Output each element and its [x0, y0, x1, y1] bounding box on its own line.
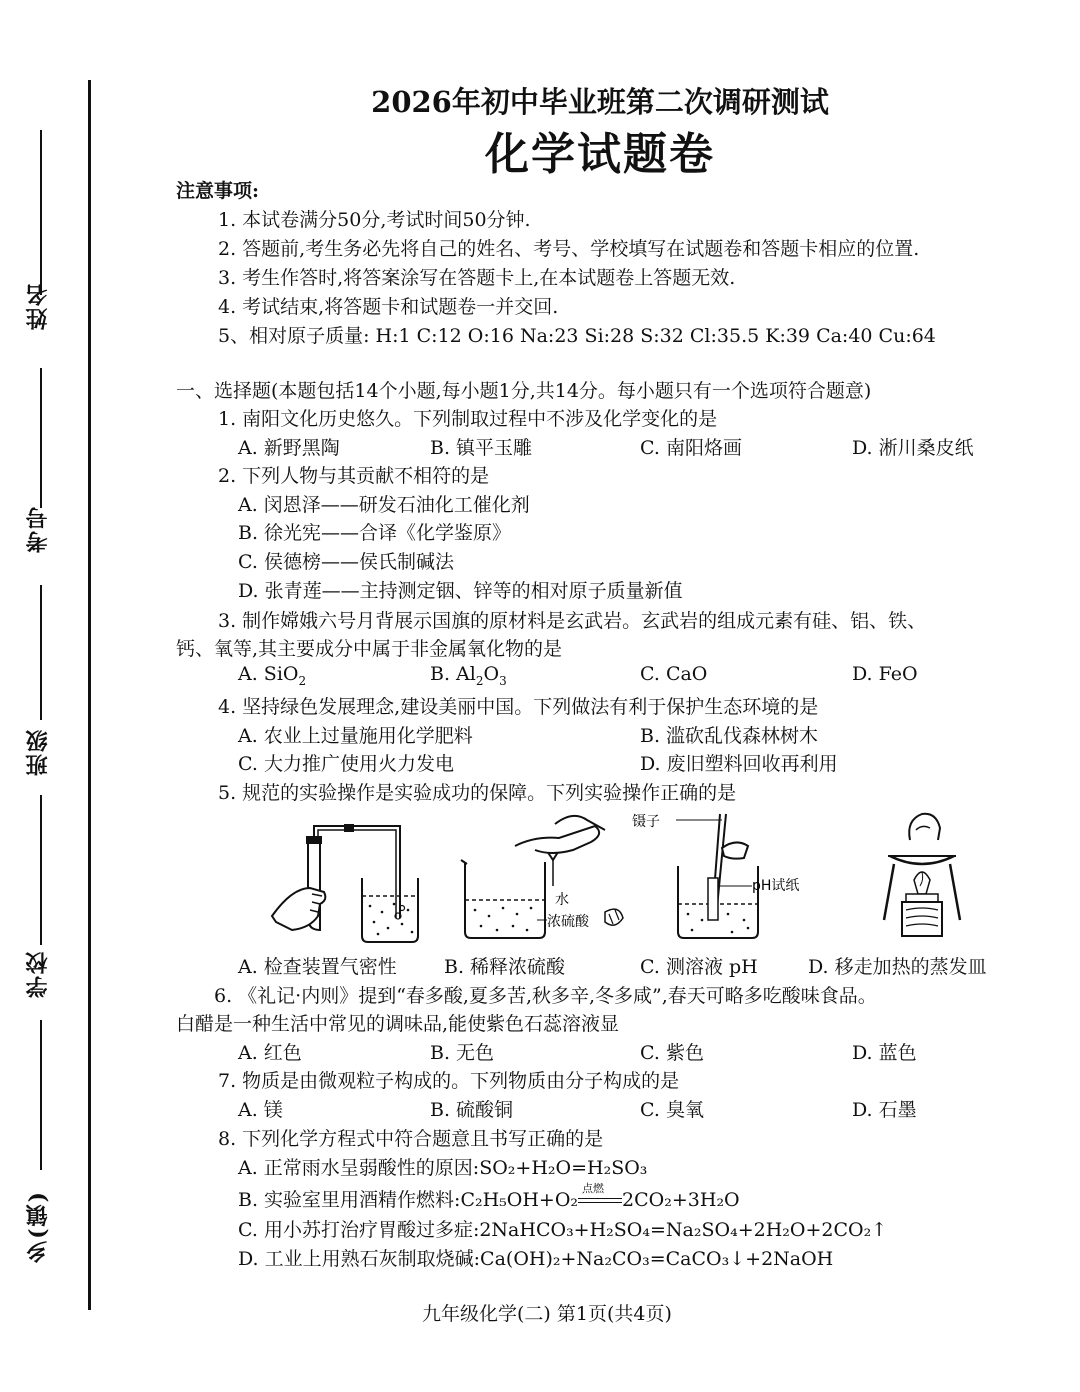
- binding-line: [88, 80, 91, 1310]
- q4-stem: 4. 坚持绿色发展理念,建设美丽中国。下列做法有利于保护生态环境的是: [218, 696, 819, 718]
- q8-option-d: D. 工业上用熟石灰制取烧碱:Ca(OH)₂+Na₂CO₃=CaCO₃↓+2NaOH: [238, 1248, 834, 1270]
- q6-option-c: C. 紫色: [640, 1042, 704, 1064]
- q3-stem-line1: 3. 制作嫦娥六号月背展示国旗的原材料是玄武岩。玄武岩的组成元素有硅、铝、铁、: [218, 610, 927, 632]
- notice-item-5: 5、相对原子质量: H:1 C:12 O:16 Na:23 Si:28 S:32 Cl:35.5 K:39 Ca:40 Cu:64: [218, 325, 936, 347]
- q7-option-c: C. 臭氧: [640, 1099, 704, 1121]
- q5-option-d: D. 移走加热的蒸发皿: [808, 956, 987, 978]
- q6-option-a: A. 红色: [238, 1042, 302, 1064]
- q8-option-b: B. 实验室里用酒精作燃料:C₂H₅OH+O₂ 点燃 2CO₂+3H₂O: [238, 1182, 740, 1211]
- q6-stem-line1: 6. 《礼记·内则》提到“春多酸,夏多苦,秋多辛,冬多咸”,春天可略多吃酸味食品。: [214, 985, 877, 1007]
- q2-option-c: C. 侯德榜——侯氏制碱法: [238, 551, 454, 573]
- exam-subtitle: 化学试题卷: [485, 129, 715, 180]
- margin-label-town: 乡(镇): [25, 1190, 51, 1263]
- figure-c-tweezers-label: 镊子: [632, 814, 660, 830]
- q8-reaction-condition: 点燃: [582, 1182, 605, 1195]
- notice-item-2: 2. 答题前,考生务必先将自己的姓名、考号、学校填写在试题卷和答题卡相应的位置.: [218, 238, 920, 260]
- q6-stem-line2: 白醋是一种生活中常见的调味品,能使紫色石蕊溶液显: [176, 1013, 620, 1035]
- q6-option-b: B. 无色: [430, 1042, 495, 1064]
- q4-option-a: A. 农业上过量施用化学肥料: [238, 725, 473, 747]
- q7-option-d: D. 石墨: [852, 1099, 917, 1121]
- q4-option-b: B. 滥砍乱伐森林树木: [640, 725, 819, 747]
- q1-stem: 1. 南阳文化历史悠久。下列制取过程中不涉及化学变化的是: [218, 408, 718, 430]
- q5-option-a: A. 检查装置气密性: [238, 956, 397, 978]
- q2-option-d: D. 张青莲——主持测定铟、锌等的相对原子质量新值: [238, 580, 683, 602]
- q3-option-d: D. FeO: [852, 663, 918, 685]
- q5-option-c: C. 测溶液 pH: [640, 956, 758, 978]
- q1-option-b: B. 镇平玉雕: [430, 437, 533, 459]
- margin-label-id: 考号: [25, 505, 51, 553]
- figure-b-acid-label: 浓硫酸: [547, 914, 589, 930]
- id-fill-line: [40, 368, 42, 508]
- q3-option-c: C. CaO: [640, 663, 708, 685]
- q5-option-b: B. 稀释浓硫酸: [444, 956, 566, 978]
- notice-item-1: 1. 本试卷满分50分,考试时间50分钟.: [218, 209, 531, 231]
- page-footer: 九年级化学(二) 第1页(共4页): [422, 1303, 672, 1325]
- margin-label-class: 班级: [25, 728, 51, 776]
- q4-option-c: C. 大力推广使用火力发电: [238, 753, 454, 775]
- figure-c-paper-label: pH试纸: [752, 878, 800, 894]
- exam-title: 2026年初中毕业班第二次调研测试: [371, 85, 829, 119]
- q1-option-d: D. 淅川桑皮纸: [852, 437, 974, 459]
- q2-option-a: A. 闵恩泽——研发石油化工催化剂: [238, 494, 530, 516]
- q3-stem-line2: 钙、氧等,其主要成分中属于非金属氧化物的是: [176, 638, 563, 660]
- q7-stem: 7. 物质是由微观粒子构成的。下列物质由分子构成的是: [218, 1070, 680, 1092]
- q8-option-a: A. 正常雨水呈弱酸性的原因:SO₂+H₂O=H₂SO₃: [238, 1157, 648, 1179]
- q7-option-b: B. 硫酸铜: [430, 1099, 514, 1121]
- q6-option-d: D. 蓝色: [852, 1042, 917, 1064]
- notice-item-3: 3. 考生作答时,将答案涂写在答题卡上,在本试题卷上答题无效.: [218, 267, 736, 289]
- q8-stem: 8. 下列化学方程式中符合题意且书写正确的是: [218, 1128, 604, 1150]
- q4-option-d: D. 废旧塑料回收再利用: [640, 753, 838, 775]
- q7-option-a: A. 镁: [238, 1099, 283, 1121]
- figure-c-ph-test: [632, 808, 822, 948]
- margin-label-name: 姓名: [25, 282, 51, 330]
- class-fill-line: [40, 585, 42, 720]
- q2-stem: 2. 下列人物与其贡献不相符的是: [218, 465, 490, 487]
- q5-stem: 5. 规范的实验操作是实验成功的保障。下列实验操作正确的是: [218, 782, 737, 804]
- figure-a-airtightness: [262, 818, 427, 948]
- notice-heading: 注意事项:: [176, 180, 260, 202]
- q1-option-c: C. 南阳烙画: [640, 437, 742, 459]
- margin-label-school: 学校: [25, 950, 51, 998]
- section-heading: 一、选择题(本题包括14个小题,每小题1分,共14分。每小题只有一个选项符合题意): [176, 380, 872, 402]
- notice-item-4: 4. 考试结束,将答题卡和试题卷一并交回.: [218, 296, 559, 318]
- q8-option-c: C. 用小苏打治疗胃酸过多症:2NaHCO₃+H₂SO₄=Na₂SO₄+2H₂O+2CO₂↑: [238, 1219, 888, 1241]
- q1-option-a: A. 新野黑陶: [238, 437, 340, 459]
- figure-d-evaporating-dish: [876, 810, 966, 948]
- town-fill-line: [40, 1020, 42, 1170]
- school-fill-line: [40, 795, 42, 945]
- q3-option-a: A. SiO$_2$: [238, 663, 307, 688]
- figure-b-dilution: [455, 812, 635, 948]
- q2-option-b: B. 徐光宪——合译《化学鉴原》: [238, 522, 512, 544]
- q3-option-b: B. $Al_2O_3$: [430, 663, 507, 688]
- figure-b-water-label: 水: [555, 892, 569, 908]
